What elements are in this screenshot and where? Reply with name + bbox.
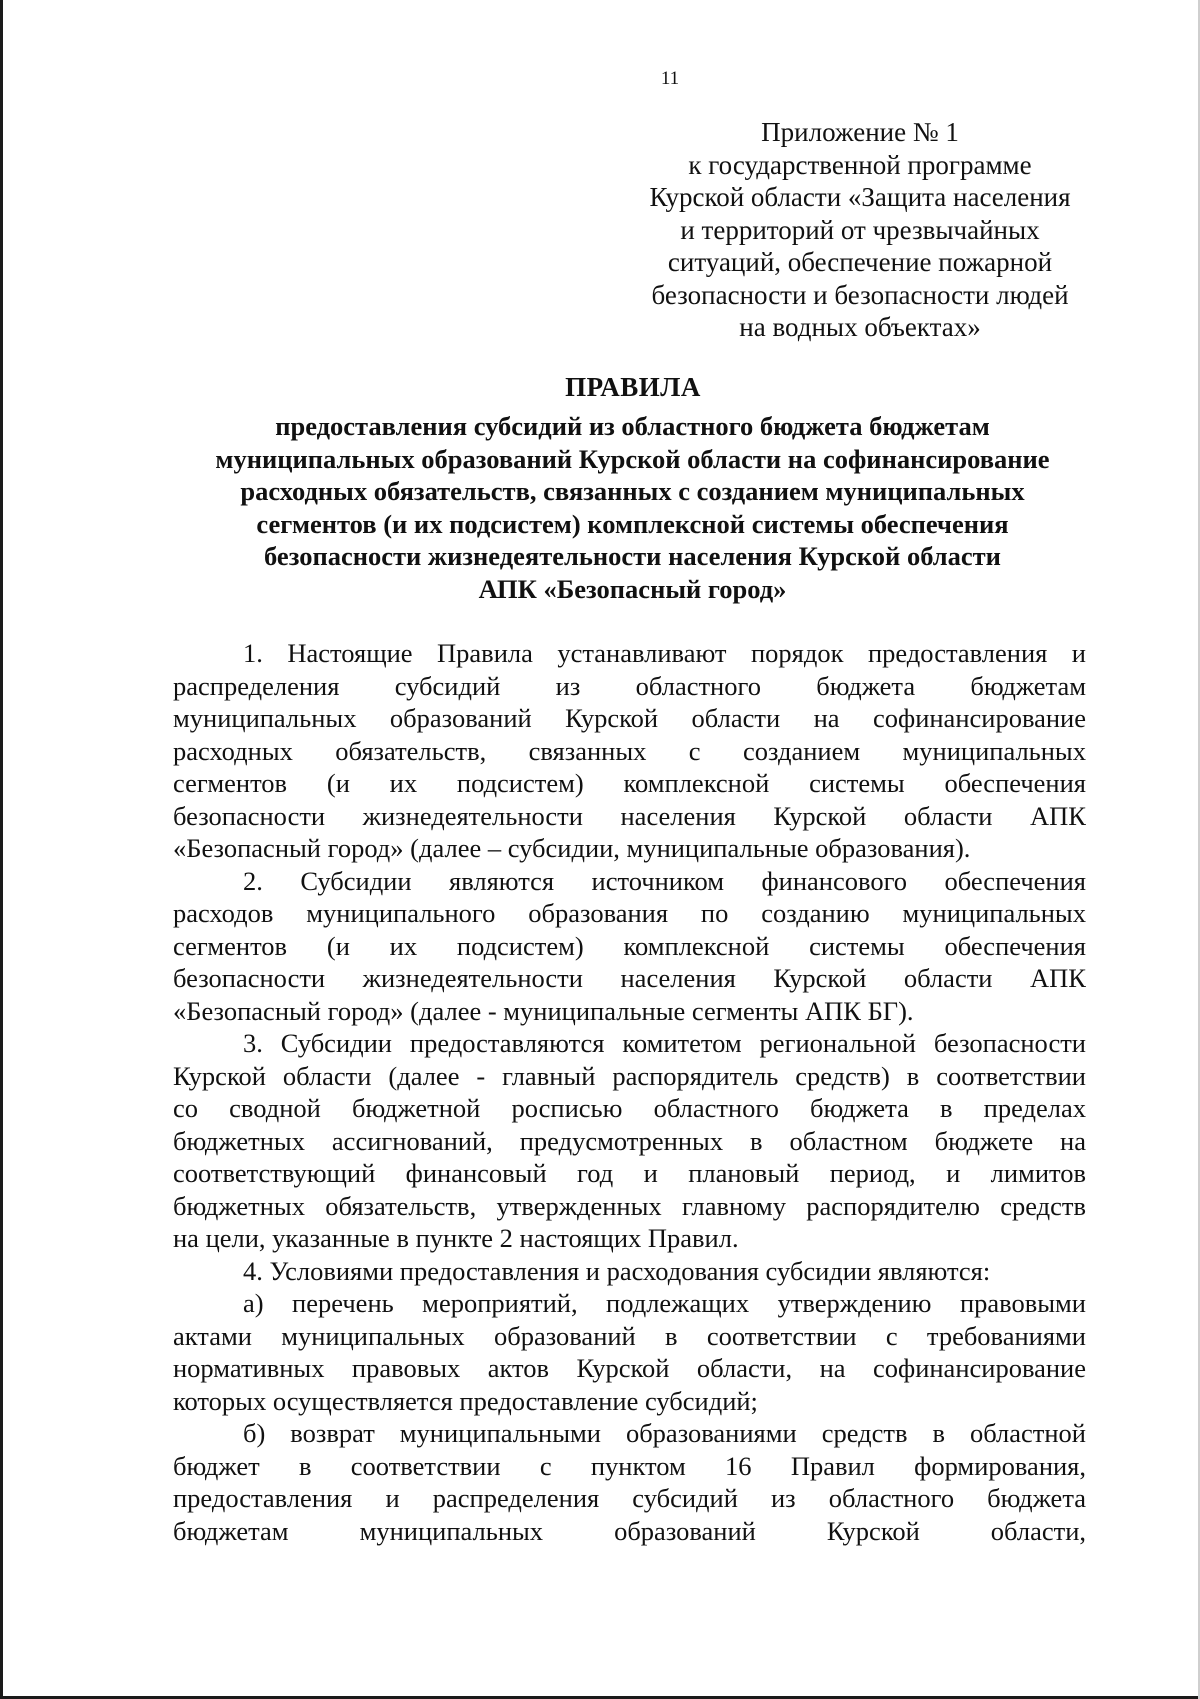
- paragraph-line: бюджет в соответствии с пунктом 16 Правил формирования,: [173, 1450, 1086, 1481]
- paragraph-line: Курской области (далее - главный распорядитель средств) в соответствии: [173, 1060, 1086, 1091]
- paragraph-line: бюджетам муниципальных образований Курской области,: [173, 1515, 1086, 1546]
- subtitle-line: сегментов (и их подсистем) комплексной системы обеспечения: [256, 508, 1009, 539]
- paragraph-line: муниципальных образований Курской области на софинансирование: [173, 703, 1086, 733]
- paragraph-line: соответствующий финансовый год и плановый период, и лимитов: [173, 1158, 1086, 1188]
- appendix-line: безопасности и безопасности людей: [651, 279, 1069, 310]
- paragraph-line: «Безопасный город» (далее - муниципальные сегменты АПК БГ).: [173, 995, 914, 1026]
- subtitle-line: расходных обязательств, связанных с созданием муниципальных: [240, 476, 1025, 506]
- paragraph-line: предоставления и распределения субсидий из областного бюджета: [173, 1483, 1086, 1513]
- paragraph-line: со сводной бюджетной росписью областного бюджета в пределах: [173, 1093, 1086, 1123]
- appendix-line: Приложение № 1: [761, 117, 959, 147]
- paragraph: [173, 865, 1086, 1028]
- appendix-line: и территорий от чрезвычайных: [680, 214, 1040, 245]
- paragraph: [173, 637, 1086, 865]
- paragraph-line: а) перечень мероприятий, подлежащих утверждению правовыми: [243, 1288, 1086, 1318]
- paragraph-line: на цели, указанные в пункте 2 настоящих Правил.: [173, 1223, 739, 1253]
- appendix-header: [620, 116, 1100, 344]
- appendix-line: Курской области «Защита населения: [649, 182, 1071, 212]
- document-body: [173, 637, 1086, 1547]
- paragraph-line: расходных обязательств, связанных с созданием муниципальных: [173, 735, 1086, 766]
- paragraph-line: безопасности жизнедеятельности населения Курской области АПК: [173, 800, 1086, 831]
- page-number: 11: [660, 68, 680, 89]
- paragraph-line: 1. Настоящие Правила устанавливают порядок предоставления и: [243, 638, 1086, 668]
- paragraph: [173, 1417, 1086, 1547]
- paragraph-line: «Безопасный город» (далее – субсидии, муниципальные образования).: [173, 833, 971, 863]
- paragraph: [173, 1287, 1086, 1417]
- paragraph-line: 2. Субсидии являются источником финансового обеспечения: [243, 865, 1086, 896]
- paragraph-line: которых осуществляется предоставление субсидий;: [173, 1385, 758, 1416]
- appendix-line: на водных объектах»: [739, 312, 981, 342]
- subtitle-line: безопасности жизнедеятельности населения Курской области: [264, 541, 1001, 571]
- document-title: ПРАВИЛА: [565, 372, 701, 402]
- subtitle-line: муниципальных образований Курской области на софинансирование: [215, 443, 1050, 474]
- paragraph-line: распределения субсидий из областного бюджета бюджетам: [173, 670, 1086, 701]
- paragraph: [173, 1027, 1086, 1255]
- paragraph-line: сегментов (и их подсистем) комплексной системы обеспечения: [173, 930, 1086, 961]
- document-subtitle: [140, 410, 1125, 605]
- paragraph-line: сегментов (и их подсистем) комплексной системы обеспечения: [173, 768, 1086, 798]
- paragraph-line: 4. Условиями предоставления и расходования субсидии являются:: [243, 1255, 991, 1286]
- subtitle-line: предоставления субсидий из областного бюджета бюджетам: [275, 411, 990, 441]
- paragraph-line: нормативных правовых актов Курской области, на софинансирование: [173, 1353, 1086, 1383]
- subtitle-line: АПК «Безопасный город»: [478, 573, 787, 604]
- paragraph-line: безопасности жизнедеятельности населения Курской области АПК: [173, 963, 1086, 993]
- paragraph: [173, 1255, 1086, 1288]
- appendix-line: к государственной программе: [688, 149, 1032, 180]
- paragraph-line: б) возврат муниципальными образованиями средств в областной: [243, 1418, 1086, 1448]
- appendix-line: ситуаций, обеспечение пожарной: [667, 247, 1053, 277]
- paragraph-line: бюджетных обязательств, утвержденных главному распорядителю средств: [173, 1190, 1086, 1221]
- paragraph-line: расходов муниципального образования по созданию муниципальных: [173, 898, 1086, 928]
- paragraph-line: 3. Субсидии предоставляются комитетом региональной безопасности: [243, 1028, 1086, 1058]
- paragraph-line: бюджетных ассигнований, предусмотренных в областном бюджете на: [173, 1125, 1086, 1156]
- paragraph-line: актами муниципальных образований в соответствии с требованиями: [173, 1320, 1086, 1351]
